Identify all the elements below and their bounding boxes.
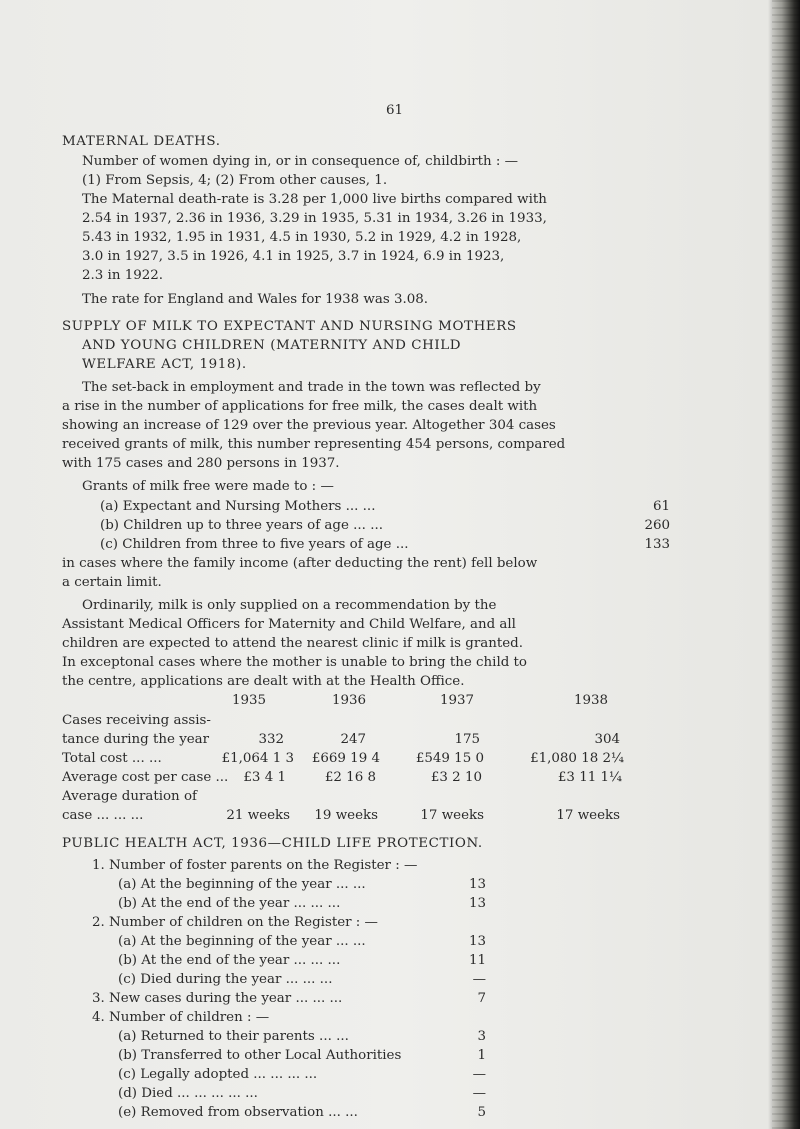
table-cell: £1,064 1 3 xyxy=(221,751,294,766)
child-life-value: 11 xyxy=(468,953,486,968)
maternal-line: 2.54 in 1937, 2.36 in 1936, 3.29 in 1935, 5.31 in 1934, 3.26 in 1933, xyxy=(82,211,547,226)
grant-label: (a) Expectant and Nursing Mothers ... ... xyxy=(100,499,376,514)
milk-para-line: Ordinarily, milk is only supplied on a recommendation by the xyxy=(82,598,497,613)
milk-para-line: a certain limit. xyxy=(62,575,162,590)
milk-para-line: showing an increase of 129 over the previous year. Altogether 304 cases xyxy=(62,418,556,433)
child-life-value: — xyxy=(472,1086,486,1101)
table-cell: £2 16 8 xyxy=(324,770,376,785)
child-life-item: (b) At the end of the year ... ... ... xyxy=(118,896,341,911)
child-life-value: 13 xyxy=(468,896,486,911)
grant-value: 61 xyxy=(652,499,670,514)
milk-heading-line: SUPPLY OF MILK TO EXPECTANT AND NURSING MOTHERS xyxy=(62,319,517,334)
maternal-line: 2.3 in 1922. xyxy=(82,268,164,283)
milk-para-line: the centre, applications are dealt with at the Health Office. xyxy=(62,674,465,689)
table-row-label: Average duration of xyxy=(62,789,197,804)
table-cell: £549 15 0 xyxy=(415,751,484,766)
table-year-header: 1935 xyxy=(232,693,267,708)
child-life-item: (a) Returned to their parents ... ... xyxy=(118,1029,349,1044)
child-life-value: 5 xyxy=(477,1105,486,1120)
child-life-item: (b) At the end of the year ... ... ... xyxy=(118,953,341,968)
child-life-value: 3 xyxy=(477,1029,486,1044)
child-life-item: (a) At the beginning of the year ... ... xyxy=(118,934,366,949)
table-cell: 17 weeks xyxy=(420,808,484,823)
grant-label: (b) Children up to three years of age ... ... xyxy=(100,518,383,533)
table-year-header: 1938 xyxy=(574,693,609,708)
maternal-line: Number of women dying in, or in consequence of, childbirth : — xyxy=(82,154,519,169)
child-life-value: 13 xyxy=(468,877,486,892)
child-life-value: 13 xyxy=(468,934,486,949)
table-year-header: 1936 xyxy=(332,693,367,708)
child-life-value: — xyxy=(472,972,486,987)
table-cell: 247 xyxy=(340,732,366,747)
milk-heading-line: AND YOUNG CHILDREN (MATERNITY AND CHILD xyxy=(82,338,462,353)
table-row-label: Total cost ... ... xyxy=(62,751,162,766)
milk-para-line: received grants of milk, this number representing 454 persons, compared xyxy=(62,437,566,452)
milk-para-line: a rise in the number of applications for free milk, the cases dealt with xyxy=(62,399,538,414)
child-life-item: (a) At the beginning of the year ... ... xyxy=(118,877,366,892)
table-cell: 17 weeks xyxy=(556,808,620,823)
table-row-label: tance during the year xyxy=(62,732,210,747)
child-life-item: (c) Died during the year ... ... ... xyxy=(118,972,333,987)
milk-para-line: with 175 cases and 280 persons in 1937. xyxy=(62,456,340,471)
child-life-value: — xyxy=(472,1067,486,1082)
table-cell: £3 4 1 xyxy=(243,770,286,785)
maternal-line: (1) From Sepsis, 4; (2) From other causes, 1. xyxy=(82,173,388,188)
child-life-item: (e) Removed from observation ... ... xyxy=(118,1105,358,1120)
child-life-item: 3. New cases during the year ... ... ... xyxy=(92,991,343,1006)
book-binding xyxy=(772,0,800,1129)
grants-intro: Grants of milk free were made to : — xyxy=(82,479,334,494)
child-life-item: (c) Legally adopted ... ... ... ... xyxy=(118,1067,318,1082)
child-life-item: 1. Number of foster parents on the Register : — xyxy=(92,858,418,873)
table-cell: 304 xyxy=(594,732,620,747)
table-row-label: Cases receiving assis- xyxy=(62,713,211,728)
milk-para-line: in cases where the family income (after deducting the rent) fell below xyxy=(62,556,538,571)
milk-para-line: The set-back in employment and trade in the town was reflected by xyxy=(82,380,541,395)
child-life-item: (b) Transferred to other Local Authorities xyxy=(118,1048,402,1063)
milk-heading-line: WELFARE ACT, 1918). xyxy=(82,357,247,372)
grant-value: 133 xyxy=(644,537,670,552)
child-life-item: 2. Number of children on the Register : — xyxy=(92,915,378,930)
child-life-value: 7 xyxy=(477,991,486,1006)
maternal-line: 3.0 in 1927, 3.5 in 1926, 4.1 in 1925, 3.7 in 1924, 6.9 in 1923, xyxy=(82,249,505,264)
child-life-heading: PUBLIC HEALTH ACT, 1936—CHILD LIFE PROTECTION. xyxy=(62,836,483,851)
maternal-heading: MATERNAL DEATHS. xyxy=(62,134,221,149)
table-year-header: 1937 xyxy=(440,693,475,708)
table-row-label: Average cost per case ... xyxy=(62,770,229,785)
table-cell: £1,080 18 2¼ xyxy=(530,751,624,766)
table-cell: £669 19 4 xyxy=(311,751,380,766)
milk-para-line: children are expected to attend the nearest clinic if milk is granted. xyxy=(62,636,523,651)
table-cell: £3 11 1¼ xyxy=(557,770,622,785)
grant-label: (c) Children from three to five years of age ... xyxy=(100,537,409,552)
page-number: 61 xyxy=(386,103,404,118)
table-row-label: case ... ... ... xyxy=(62,808,144,823)
child-life-item: (d) Died ... ... ... ... ... xyxy=(118,1086,258,1101)
maternal-line: The Maternal death-rate is 3.28 per 1,000 live births compared with xyxy=(82,192,547,207)
table-cell: 175 xyxy=(454,732,480,747)
milk-para-line: Assistant Medical Officers for Maternity and Child Welfare, and all xyxy=(62,617,516,632)
child-life-value: 1 xyxy=(477,1048,486,1063)
child-life-item: 4. Number of children : — xyxy=(92,1010,270,1025)
table-cell: 332 xyxy=(258,732,284,747)
milk-para-line: In exceptonal cases where the mother is unable to bring the child to xyxy=(62,655,527,670)
table-cell: 21 weeks xyxy=(226,808,290,823)
grant-value: 260 xyxy=(644,518,670,533)
table-cell: £3 2 10 xyxy=(430,770,482,785)
maternal-line: The rate for England and Wales for 1938 was 3.08. xyxy=(82,292,429,307)
maternal-line: 5.43 in 1932, 1.95 in 1931, 4.5 in 1930, 5.2 in 1929, 4.2 in 1928, xyxy=(82,230,522,245)
table-cell: 19 weeks xyxy=(314,808,378,823)
